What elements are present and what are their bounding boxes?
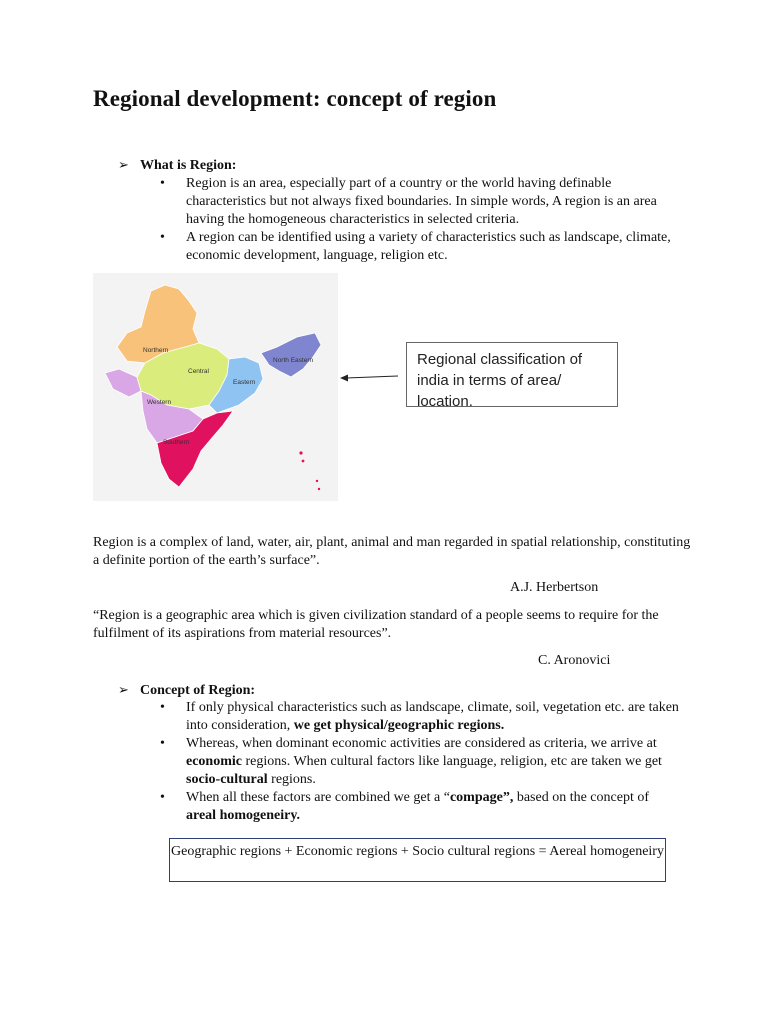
- map-region-north-eastern: [261, 333, 321, 377]
- list-item-text: Whereas, when dominant economic activities are considered as criteria, we arrive at: [186, 736, 657, 751]
- bullet-dot-icon: •: [160, 700, 165, 715]
- bold-text: compage”,: [449, 790, 514, 805]
- bullet-dot-icon: •: [160, 790, 165, 805]
- page-title: Regional development: concept of region: [93, 86, 497, 111]
- section-heading-what-is-region: [118, 157, 236, 174]
- section-heading-concept-of-region: [118, 682, 255, 699]
- list-item-text: regions.: [267, 772, 316, 787]
- india-map-svg: [93, 273, 338, 501]
- bold-text: we get physical/geographic regions.: [293, 718, 505, 733]
- map-islands-dot: [302, 460, 305, 463]
- list-item: [160, 735, 680, 789]
- author-herbertson: A.J. Herbertson: [510, 580, 599, 595]
- list-item-text: based on the concept of: [513, 790, 650, 805]
- arrow-left-icon: [340, 370, 402, 386]
- map-label-southern: Southern: [163, 439, 190, 446]
- bold-text: areal homogeneiry.: [186, 808, 301, 823]
- section-heading-text: Concept of Region:: [140, 683, 256, 698]
- section-heading-text: What is Region:: [140, 158, 237, 173]
- formula-box: Geographic regions + Economic regions + Socio cultural regions = Aereal homogeneiry: [169, 838, 666, 882]
- map-islands-dot: [299, 451, 302, 454]
- list-item: [160, 699, 680, 735]
- map-region-western-coast: [105, 369, 141, 397]
- map-islands-dot: [318, 488, 320, 490]
- list-item-text: A region can be identified using a variety of characteristics such as landscape, climate, economic development, language, religion etc.: [186, 230, 671, 263]
- list-item: [160, 789, 680, 825]
- list-item-text: regions. When cultural factors like language, religion, etc are taken we get: [241, 754, 662, 769]
- map-islands-dot: [316, 480, 318, 482]
- list-item-text: Region is an area, especially part of a country or the world having definable characteristics but not always fixed boundaries. In simple words, A region is an area having the homogeneous characteristics in selected criteria.: [186, 176, 657, 227]
- map-label-eastern: Eastern: [233, 379, 256, 386]
- india-region-map: [93, 273, 338, 501]
- bold-text: economic: [186, 754, 242, 769]
- map-label-central: Central: [188, 368, 209, 375]
- list-item: [160, 229, 680, 265]
- bullet-dot-icon: •: [160, 230, 165, 245]
- what-is-region-list: [160, 175, 680, 265]
- bullet-dot-icon: •: [160, 736, 165, 751]
- callout-box: Regional classification of india in terms of area/ location.: [406, 342, 618, 407]
- bullet-dot-icon: •: [160, 176, 165, 191]
- author-aronovici: C. Aronovici: [538, 653, 611, 668]
- list-item-text: If only physical characteristics such as landscape, climate, soil, vegetation etc. are taken into consideration,: [186, 700, 679, 733]
- arrow-bullet-icon: ➢: [118, 157, 129, 172]
- list-item: [160, 175, 680, 229]
- concept-of-region-list: [160, 699, 680, 825]
- map-label-northern: Northern: [143, 347, 169, 354]
- map-label-western: Western: [147, 399, 172, 406]
- map-label-north-eastern: North Eastern: [273, 357, 314, 364]
- definition-aronovici: “Region is a geographic area which is given civilization standard of a people seems to require for the fulfilment of its aspirations from material resources”.: [93, 608, 659, 641]
- definition-herbertson: Region is a complex of land, water, air, plant, animal and man regarded in spatial relationship, constituting a definite portion of the earth’s surface”.: [93, 535, 691, 568]
- bold-text: socio-cultural: [186, 772, 268, 787]
- list-item-text: When all these factors are combined we get a “: [186, 790, 450, 805]
- arrow-bullet-icon: ➢: [118, 682, 129, 697]
